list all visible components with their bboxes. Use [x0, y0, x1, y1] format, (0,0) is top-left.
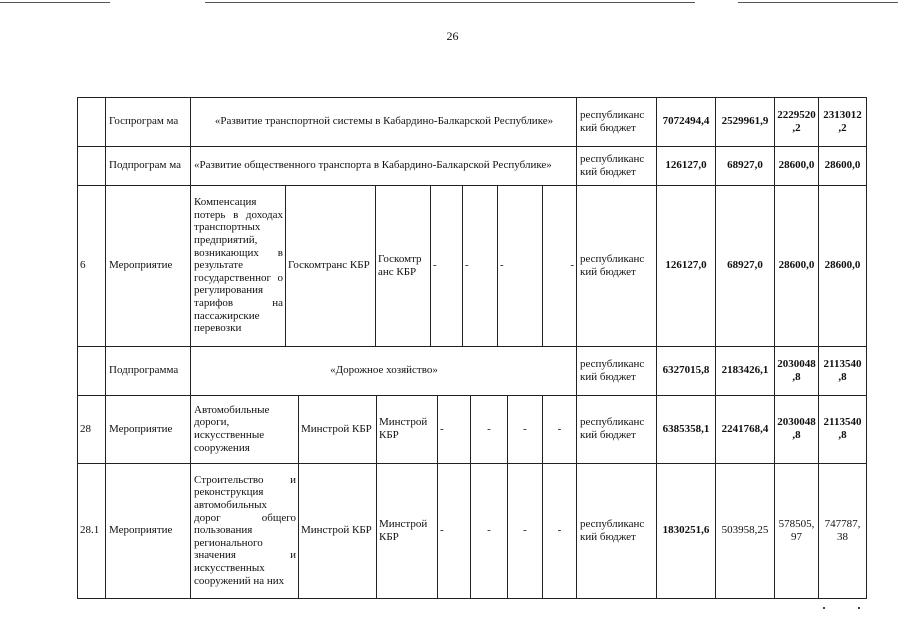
cell-dash: -: [523, 524, 527, 537]
cell-executor: Минстрой КБР: [301, 422, 372, 435]
cell-total: 7072494,4: [662, 115, 710, 128]
cell-source: республиканс кий бюджет: [580, 416, 645, 441]
cell-total: 6327015,8: [662, 364, 710, 377]
cell-dash: -: [500, 259, 504, 272]
cell-coexecutor: Минстрой КБР: [379, 517, 428, 543]
cell-description: «Дорожное хозяйство»: [330, 364, 438, 377]
cell-year3: 747787, 38: [824, 517, 861, 543]
cell-year1: 68927,0: [727, 259, 763, 272]
cell-dash: -: [557, 524, 562, 537]
cell-year2: 2229520 ,2: [777, 108, 816, 134]
cell-total: 126127,0: [665, 159, 707, 172]
cell-year2: 2030048 ,8: [777, 416, 816, 441]
cell-description: Компенсация потерь в доходах транспортных предприятий, возникающих в результате государственног о регулирования тарифов на пассажирские перевозки: [194, 195, 283, 335]
cell-year1: 2529961,9: [721, 115, 769, 128]
cell-year2: 28600,0: [778, 259, 815, 272]
cell-num: 28.1: [80, 524, 100, 537]
cell-description: Автомобильные дороги, искусственные сооружения: [194, 403, 270, 454]
table-border-bottom: [77, 598, 867, 599]
cell-dash: -: [465, 259, 469, 272]
cell-dash: -: [440, 524, 444, 537]
cell-type: Подпрограм ма: [109, 159, 181, 172]
cell-description: Строительство и реконструкция автомобильных дорог общего пользования регионального значения и искусственных сооружений на них: [194, 473, 296, 587]
cell-num: 28: [80, 422, 91, 435]
cell-year2: 2030048 ,8: [777, 357, 816, 383]
cell-source: республиканс кий бюджет: [580, 252, 645, 278]
scan-speck: [858, 607, 860, 609]
cell-dash: -: [523, 422, 527, 435]
cell-type: Мероприятие: [109, 422, 173, 435]
cell-year2: 28600,0: [778, 159, 815, 172]
cell-total: 126127,0: [665, 259, 707, 272]
cell-source: республиканс кий бюджет: [580, 108, 645, 134]
cell-year1: 2241768,4: [721, 422, 769, 435]
cell-year1: 503958,25: [721, 524, 769, 537]
cell-total: 1830251,6: [662, 524, 710, 537]
cell-year3: 28600,0: [824, 159, 861, 172]
cell-type: Подпрограмма: [109, 364, 179, 377]
cell-dash: -: [557, 422, 562, 435]
scan-speck: [823, 607, 825, 609]
cell-dash: -: [570, 259, 574, 272]
table-border-right: [866, 97, 867, 599]
cell-year3: 2113540 ,8: [823, 357, 862, 383]
cell-type: Госпрограм ма: [109, 115, 179, 128]
cell-type: Мероприятие: [109, 524, 173, 537]
cell-type: Мероприятие: [109, 259, 173, 272]
cell-year3: 28600,0: [824, 259, 861, 272]
cell-year1: 2183426,1: [721, 364, 769, 377]
cell-coexecutor: Минстрой КБР: [379, 416, 428, 441]
cell-dash: -: [487, 524, 491, 537]
cell-executor: Минстрой КБР: [301, 524, 372, 537]
cell-source: республиканс кий бюджет: [580, 152, 645, 178]
cell-dash: -: [487, 422, 491, 435]
cell-year3: 2313012 ,2: [823, 108, 862, 134]
cell-executor: Госкомтранс КБР: [288, 259, 370, 272]
cell-year3: 2113540 ,8: [823, 416, 862, 441]
page-number: 26: [446, 29, 459, 43]
cell-description: «Развитие общественного транспорта в Кабардино-Балкарской Республике»: [194, 159, 552, 172]
cell-dash: -: [433, 259, 437, 272]
cell-source: республиканс кий бюджет: [580, 357, 645, 383]
col-divider: [576, 97, 577, 599]
cell-coexecutor: Госкомтр анс КБР: [378, 252, 422, 278]
cell-source: республиканс кий бюджет: [580, 517, 645, 543]
cell-year2: 578505, 97: [778, 517, 815, 543]
cell-dash: -: [440, 422, 444, 435]
cell-year1: 68927,0: [727, 159, 763, 172]
cell-description: «Развитие транспортной системы в Кабардино-Балкарской Республике»: [214, 115, 554, 128]
cell-num: 6: [80, 259, 86, 272]
col-divider: [105, 97, 106, 599]
cell-total: 6385358,1: [662, 422, 710, 435]
col-divider: [190, 97, 191, 599]
